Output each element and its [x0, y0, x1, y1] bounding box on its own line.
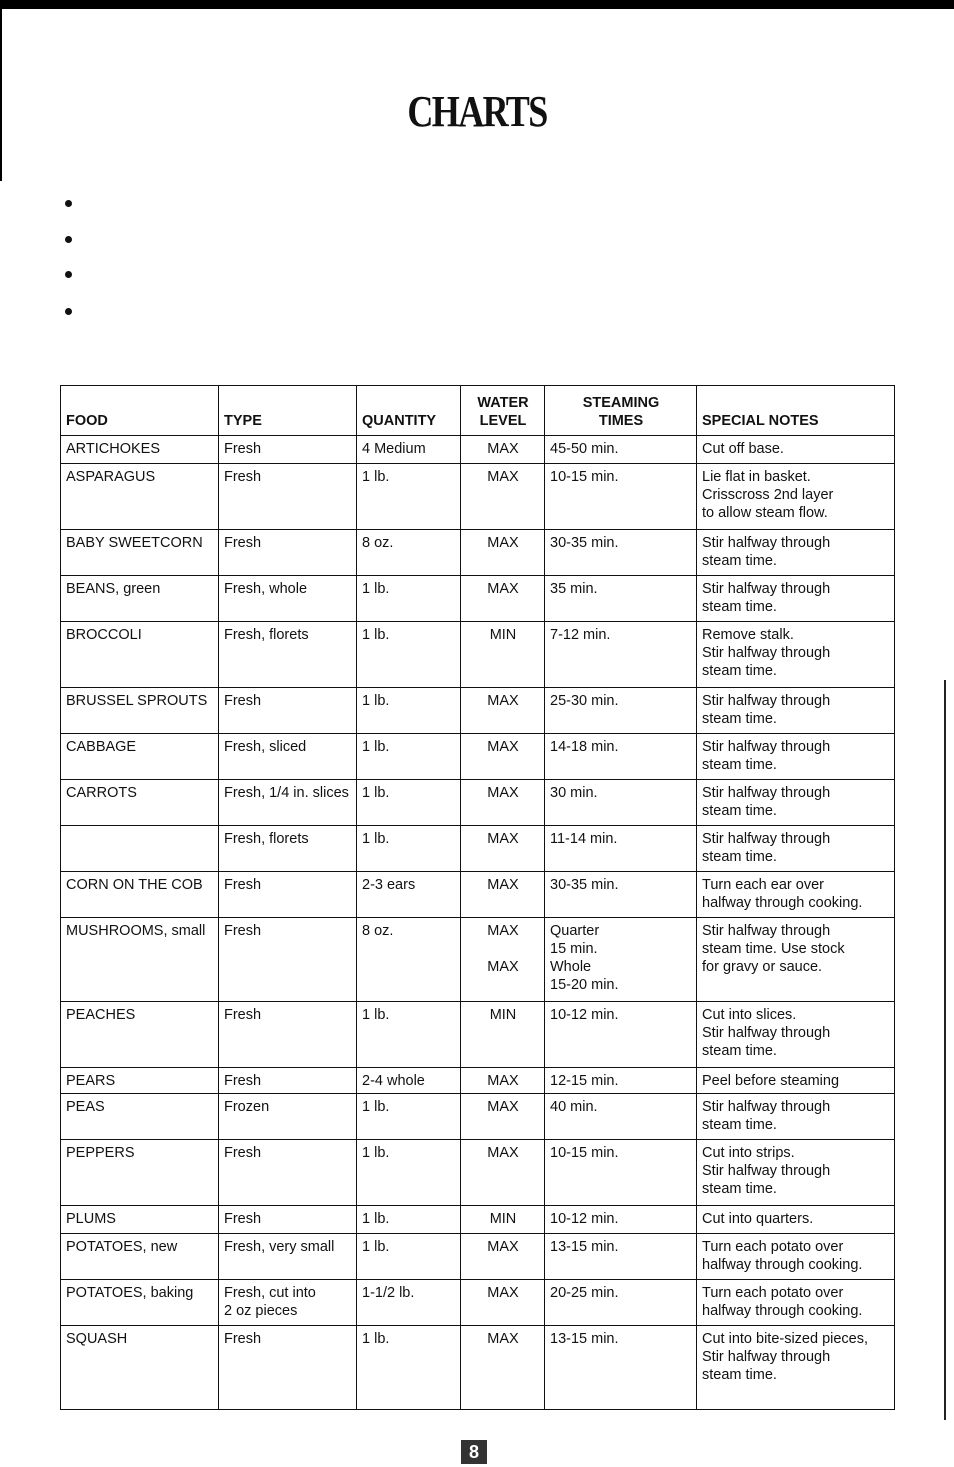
quantity-cell: 2-3 ears [357, 872, 461, 918]
page-number: 8 [461, 1440, 487, 1464]
food-cell: ARTICHOKES [61, 436, 219, 464]
steaming-time-cell: 25-30 min. [545, 688, 697, 734]
quantity-cell: 8 oz. [357, 918, 461, 1002]
steaming-time-cell: 45-50 min. [545, 436, 697, 464]
water-level-cell: MAX [461, 1068, 545, 1094]
bullet-point [65, 236, 72, 243]
steaming-time-cell: 11-14 min. [545, 826, 697, 872]
quantity-cell: 4 Medium [357, 436, 461, 464]
food-cell: BROCCOLI [61, 622, 219, 688]
header-steaming-times: STEAMING TIMES [545, 386, 697, 436]
food-cell: BABY SWEETCORN [61, 530, 219, 576]
type-cell: Fresh [219, 1002, 357, 1068]
steaming-time-cell: 30-35 min. [545, 530, 697, 576]
top-rule [0, 0, 954, 9]
steaming-time-cell: 30-35 min. [545, 872, 697, 918]
steaming-time-cell: 12-15 min. [545, 1068, 697, 1094]
type-cell: Fresh, florets [219, 826, 357, 872]
header-quantity: QUANTITY [357, 386, 461, 436]
table-row [61, 734, 895, 780]
special-notes-cell: Cut into strips. Stir halfway through steam time. [697, 1140, 895, 1206]
water-level-cell: MAX [461, 872, 545, 918]
food-cell: BRUSSEL SPROUTS [61, 688, 219, 734]
table-row [61, 1140, 895, 1206]
special-notes-cell: Stir halfway through steam time. Use stock for gravy or sauce. [697, 918, 895, 1002]
water-level-cell: MAX MAX [461, 918, 545, 1002]
special-notes-cell: Cut off base. [697, 436, 895, 464]
water-level-cell: MAX [461, 1280, 545, 1326]
type-cell: Fresh [219, 872, 357, 918]
special-notes-cell: Stir halfway through steam time. [697, 780, 895, 826]
type-cell: Fresh, 1/4 in. slices [219, 780, 357, 826]
food-cell: PEAS [61, 1094, 219, 1140]
water-level-cell: MIN [461, 1206, 545, 1234]
water-level-cell: MAX [461, 576, 545, 622]
table-row [61, 464, 895, 530]
food-cell: SQUASH [61, 1326, 219, 1410]
special-notes-cell: Stir halfway through steam time. [697, 826, 895, 872]
quantity-cell: 1 lb. [357, 688, 461, 734]
type-cell: Fresh, very small [219, 1234, 357, 1280]
special-notes-cell: Peel before steaming [697, 1068, 895, 1094]
type-cell: Fresh, sliced [219, 734, 357, 780]
food-cell: PLUMS [61, 1206, 219, 1234]
quantity-cell: 1 lb. [357, 1206, 461, 1234]
type-cell: Fresh, whole [219, 576, 357, 622]
table-row [61, 622, 895, 688]
special-notes-cell: Stir halfway through steam time. [697, 1094, 895, 1140]
table-row [61, 918, 895, 1002]
steaming-time-cell: 7-12 min. [545, 622, 697, 688]
food-cell: PEACHES [61, 1002, 219, 1068]
type-cell: Fresh [219, 1206, 357, 1234]
special-notes-cell: Stir halfway through steam time. [697, 688, 895, 734]
steaming-time-cell: Quarter 15 min. Whole 15-20 min. [545, 918, 697, 1002]
special-notes-cell: Cut into bite-sized pieces, Stir halfway through steam time. [697, 1326, 895, 1410]
food-cell [61, 826, 219, 872]
table-row [61, 1280, 895, 1326]
special-notes-cell: Lie flat in basket. Crisscross 2nd layer to allow steam flow. [697, 464, 895, 530]
special-notes-cell: Remove stalk. Stir halfway through steam time. [697, 622, 895, 688]
special-notes-cell: Turn each ear over halfway through cooking. [697, 872, 895, 918]
type-cell: Fresh [219, 1140, 357, 1206]
water-level-cell: MAX [461, 1326, 545, 1410]
steaming-time-cell: 10-15 min. [545, 464, 697, 530]
special-notes-cell: Cut into slices. Stir halfway through steam time. [697, 1002, 895, 1068]
water-level-cell: MAX [461, 436, 545, 464]
quantity-cell: 1 lb. [357, 1002, 461, 1068]
food-cell: PEARS [61, 1068, 219, 1094]
bullet-point [65, 308, 72, 315]
water-level-cell: MAX [461, 734, 545, 780]
quantity-cell: 1 lb. [357, 1234, 461, 1280]
header-food: FOOD [61, 386, 219, 436]
quantity-cell: 8 oz. [357, 530, 461, 576]
food-cell: BEANS, green [61, 576, 219, 622]
quantity-cell: 1 lb. [357, 780, 461, 826]
quantity-cell: 1 lb. [357, 1094, 461, 1140]
water-level-cell: MIN [461, 1002, 545, 1068]
type-cell: Fresh [219, 464, 357, 530]
steaming-time-cell: 10-12 min. [545, 1002, 697, 1068]
type-cell: Fresh [219, 436, 357, 464]
steaming-chart-table [60, 385, 895, 1410]
type-cell: Frozen [219, 1094, 357, 1140]
table-row [61, 826, 895, 872]
table-row [61, 1326, 895, 1410]
type-cell: Fresh [219, 918, 357, 1002]
table-row [61, 436, 895, 464]
steaming-time-cell: 13-15 min. [545, 1326, 697, 1410]
type-cell: Fresh, cut into 2 oz pieces [219, 1280, 357, 1326]
type-cell: Fresh [219, 1326, 357, 1410]
special-notes-cell: Stir halfway through steam time. [697, 530, 895, 576]
water-level-cell: MAX [461, 1234, 545, 1280]
quantity-cell: 1 lb. [357, 734, 461, 780]
steaming-time-cell: 10-12 min. [545, 1206, 697, 1234]
table-body [61, 436, 895, 1410]
food-cell: MUSHROOMS, small [61, 918, 219, 1002]
special-notes-cell: Turn each potato over halfway through cooking. [697, 1280, 895, 1326]
table-header-row [61, 386, 895, 436]
food-cell: ASPARAGUS [61, 464, 219, 530]
water-level-cell: MIN [461, 622, 545, 688]
water-level-cell: MAX [461, 464, 545, 530]
type-cell: Fresh, florets [219, 622, 357, 688]
water-level-cell: MAX [461, 688, 545, 734]
quantity-cell: 1 lb. [357, 622, 461, 688]
steaming-time-cell: 20-25 min. [545, 1280, 697, 1326]
table-row [61, 576, 895, 622]
right-margin-rule [944, 680, 946, 1420]
table-row [61, 1068, 895, 1094]
type-cell: Fresh [219, 688, 357, 734]
food-cell: POTATOES, new [61, 1234, 219, 1280]
table-row [61, 1002, 895, 1068]
table-row [61, 1206, 895, 1234]
water-level-cell: MAX [461, 826, 545, 872]
water-level-cell: MAX [461, 530, 545, 576]
special-notes-cell: Stir halfway through steam time. [697, 576, 895, 622]
table-row [61, 1234, 895, 1280]
header-type: TYPE [219, 386, 357, 436]
quantity-cell: 1 lb. [357, 576, 461, 622]
special-notes-cell: Stir halfway through steam time. [697, 734, 895, 780]
food-cell: CARROTS [61, 780, 219, 826]
type-cell: Fresh [219, 530, 357, 576]
table-row [61, 530, 895, 576]
table-row [61, 780, 895, 826]
water-level-cell: MAX [461, 1094, 545, 1140]
quantity-cell: 1 lb. [357, 1140, 461, 1206]
table-row [61, 688, 895, 734]
food-cell: CABBAGE [61, 734, 219, 780]
special-notes-cell: Cut into quarters. [697, 1206, 895, 1234]
steaming-time-cell: 14-18 min. [545, 734, 697, 780]
steaming-time-cell: 10-15 min. [545, 1140, 697, 1206]
quantity-cell: 1 lb. [357, 826, 461, 872]
page-title: CHARTS [407, 87, 547, 136]
water-level-cell: MAX [461, 780, 545, 826]
bullet-point [65, 200, 72, 207]
quantity-cell: 2-4 whole [357, 1068, 461, 1094]
header-water-level: WATER LEVEL [461, 386, 545, 436]
type-cell: Fresh [219, 1068, 357, 1094]
header-special-notes: SPECIAL NOTES [697, 386, 895, 436]
steaming-time-cell: 13-15 min. [545, 1234, 697, 1280]
steaming-time-cell: 30 min. [545, 780, 697, 826]
bullet-point [65, 271, 72, 278]
quantity-cell: 1 lb. [357, 464, 461, 530]
table-row [61, 872, 895, 918]
food-cell: PEPPERS [61, 1140, 219, 1206]
steaming-time-cell: 35 min. [545, 576, 697, 622]
quantity-cell: 1-1/2 lb. [357, 1280, 461, 1326]
food-cell: CORN ON THE COB [61, 872, 219, 918]
special-notes-cell: Turn each potato over halfway through cooking. [697, 1234, 895, 1280]
table-row [61, 1094, 895, 1140]
left-margin-rule [0, 9, 2, 181]
water-level-cell: MAX [461, 1140, 545, 1206]
quantity-cell: 1 lb. [357, 1326, 461, 1410]
food-cell: POTATOES, baking [61, 1280, 219, 1326]
steaming-time-cell: 40 min. [545, 1094, 697, 1140]
